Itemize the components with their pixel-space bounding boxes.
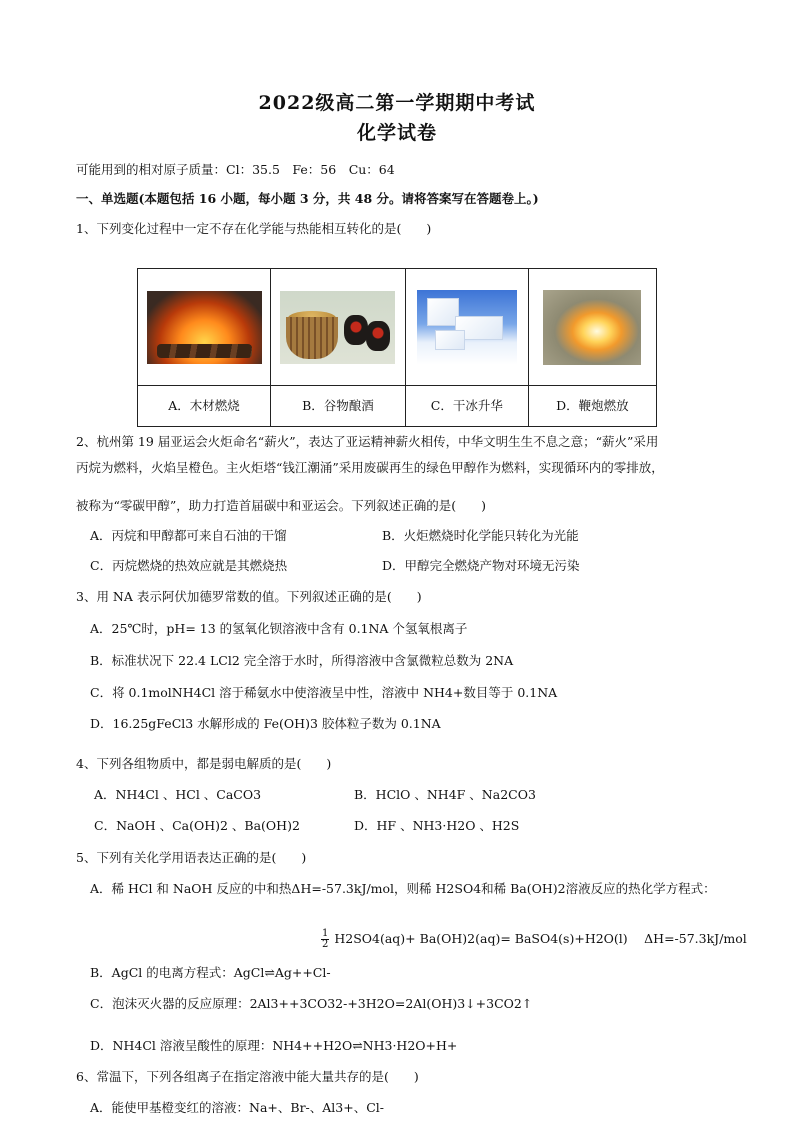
q2-option-d: D．甲醇完全燃烧产物对环境无污染	[382, 558, 580, 573]
q4-option-a: A．NH4Cl 、HCl 、CaCO3	[94, 787, 262, 802]
q1-stem: 1、下列变化过程中一定不存在化学能与热能相互转化的是( )	[76, 221, 432, 236]
q5-option-d: D．NH4Cl 溶液呈酸性的原理：NH4++H2O⇌NH3·H2O+H+	[90, 1038, 458, 1053]
q3-option-a: A．25℃时，pH= 13 的氢氧化钡溶液中含有 0.1NA 个氢氧根离子	[90, 621, 468, 636]
q5-option-b: B．AgCl 的电离方程式：AgCl⇌Ag++Cl-	[90, 965, 331, 980]
q4-option-c: C．NaOH 、Ca(OH)2 、Ba(OH)2	[94, 818, 300, 833]
q3-option-c: C．将 0.1molNH4Cl 溶于稀氨水中使溶液呈中性，溶液中 NH4+数目等于 0.1NA	[90, 685, 558, 700]
exam-title: 2022级高二第一学期期中考试	[258, 92, 536, 114]
q1-image-table	[137, 268, 657, 427]
q6-option-a: A．能使甲基橙变红的溶液：Na+、Br-、Al3+、Cl-	[90, 1100, 385, 1115]
dry-ice-image	[417, 290, 517, 365]
q5-option-c: C．泡沫灭火器的反应原理：2Al3++3CO32-+3H2O=2Al(OH)3↓+3CO2↑	[90, 996, 533, 1011]
q3-stem: 3、用 NA 表示阿伏加德罗常数的值。下列叙述正确的是( )	[76, 589, 422, 604]
q4-option-d: D．HF 、NH3·H2O 、H2S	[354, 818, 520, 833]
firecracker-image	[543, 290, 641, 365]
q1-option-a: A．木材燃烧	[138, 386, 271, 427]
section-heading: 一、单选题(本题包括 16 小题，每小题 3 分，共 48 分。请将答案写在答题卷上。)	[76, 191, 539, 206]
q1-option-d: D．鞭炮燃放	[528, 386, 656, 427]
atomic-masses: 可能用到的相对原子质量：Cl：35.5 Fe：56 Cu：64	[76, 162, 395, 177]
q2-stem-line3: 被称为“零碳甲醇”，助力打造首届碳中和亚运会。下列叙述正确的是( )	[76, 498, 487, 513]
q1-cell-d-image	[528, 269, 656, 386]
q1-option-c: C．干冰升华	[405, 386, 528, 427]
q1-cell-b-image	[271, 269, 406, 386]
q2-stem-line2: 丙烷为燃料，火焰呈橙色。主火炬塔“钱江潮涌”采用废碳再生的绿色甲醇作为燃料，实现循环内的零排放，	[76, 460, 664, 475]
exam-subtitle: 化学试卷	[356, 122, 437, 144]
q2-stem-line1: 2、杭州第 19 届亚运会火炬命名“薪火”，表达了亚运精神薪火相传，中华文明生生不息之意；“薪火”采用	[76, 434, 659, 449]
q1-cell-a-image	[138, 269, 271, 386]
burning-wood-image	[147, 291, 262, 364]
q3-option-d: D．16.25gFeCl3 水解形成的 Fe(OH)3 胶体粒子数为 0.1NA	[90, 716, 441, 731]
q1-option-b: B．谷物酿酒	[271, 386, 406, 427]
q2-option-b: B．火炬燃烧时化学能只转化为光能	[382, 528, 579, 543]
q1-cell-c-image	[405, 269, 528, 386]
q4-option-b: B．HClO 、NH4F 、Na2CO3	[354, 787, 536, 802]
grain-wine-image	[280, 291, 395, 364]
q5-option-a-equation: H2SO4(aq)+ Ba(OH)2(aq)= BaSO4(s)+H2O(l) ΔH=-57.3kJ/mol	[334, 931, 747, 946]
q2-option-c: C．丙烷燃烧的热效应就是其燃烧热	[90, 558, 288, 573]
q5-stem: 5、下列有关化学用语表达正确的是( )	[76, 850, 307, 865]
q4-stem: 4、下列各组物质中，都是弱电解质的是( )	[76, 756, 332, 771]
q3-option-b: B．标准状况下 22.4 LCl2 完全溶于水时，所得溶液中含氯微粒总数为 2NA	[90, 653, 514, 668]
q5-option-a: A．稀 HCl 和 NaOH 反应的中和热ΔH=-57.3kJ/mol，则稀 H2SO4和稀 Ba(OH)2溶液反应的热化学方程式：	[90, 881, 716, 896]
q6-stem: 6、常温下，下列各组离子在指定溶液中能大量共存的是( )	[76, 1069, 419, 1084]
q5-option-a-equation-row	[320, 929, 747, 950]
q2-option-a: A．丙烷和甲醇都可来自石油的干馏	[90, 528, 287, 543]
half-fraction: $\frac{1}{2}$	[322, 928, 329, 950]
